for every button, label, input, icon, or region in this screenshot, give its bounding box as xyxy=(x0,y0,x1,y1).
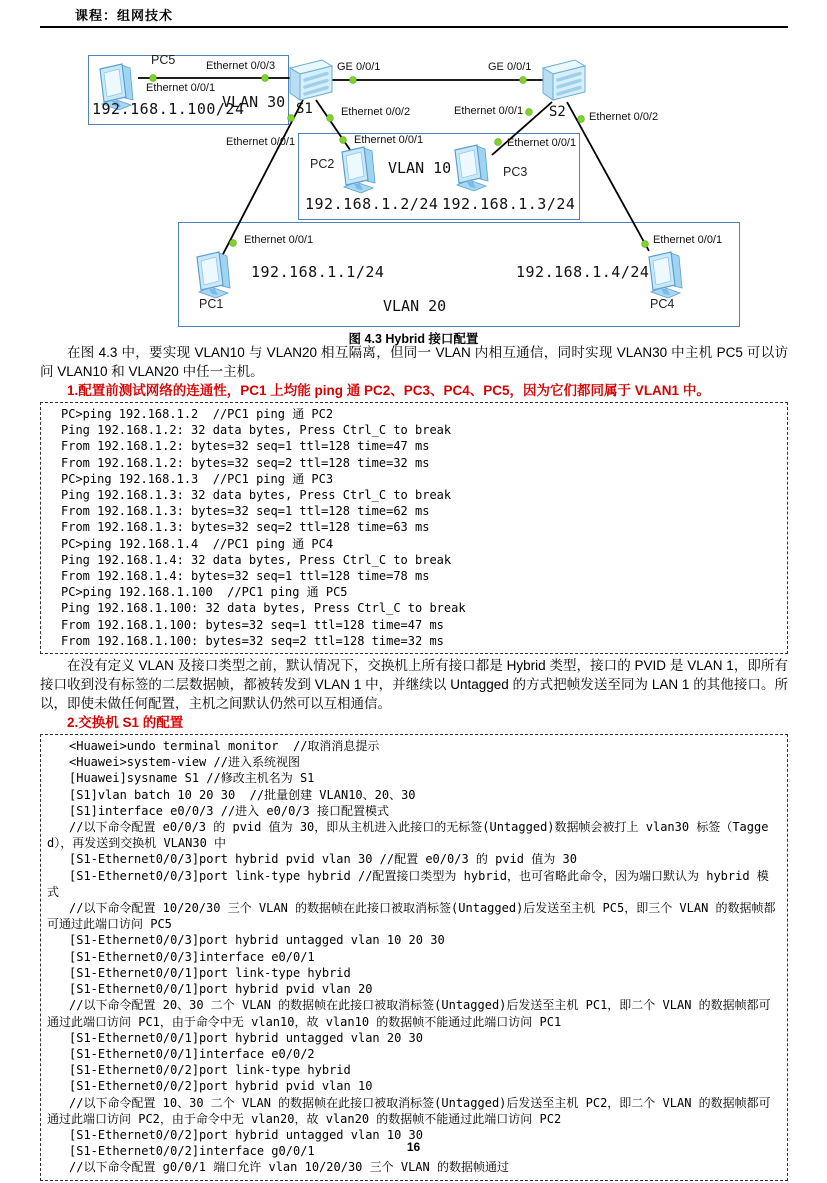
s1-config-line: [S1-Ethernet0/0/1]interface e0/0/2 xyxy=(69,1046,315,1061)
s1-label: S1 xyxy=(296,101,313,117)
intro-paragraph: 在图 4.3 中，要实现 VLAN10 与 VLAN20 相互隔离，但同一 VLAN 内相互通信，同时实现 VLAN30 中主机 PC5 可以访问 VLAN10 和 VLAN20 中任一主机。 xyxy=(40,345,788,379)
pc4-label: PC4 xyxy=(650,297,675,311)
s1-config-line: //以下命令配置 e0/0/3 的 pvid 值为 30，即从主机进入此接口的无标签(Untagged)数据帧会被打上 vlan30 标签（Tagged），再发送到交换机 VLAN30 中 xyxy=(47,820,769,851)
pc5-label: PC5 xyxy=(151,53,176,67)
s1-config-line: //以下命令配置 20、30 二个 VLAN 的数据帧在此接口被取消标签(Untagged)后发送至主机 PC1，即二个 VLAN 的数据帧都可通过此端口访问 PC1，由于命令中无 vlan10，故 vlan10 的数据帧不能通过此端口访问 PC1 xyxy=(47,998,771,1029)
ping-output-line: From 192.168.1.4: bytes=32 seq=1 ttl=128 time=78 ms xyxy=(61,569,430,584)
page-header-course: 课程：组网技术 xyxy=(75,8,174,23)
s1-config-line: //以下命令配置 10/20/30 三个 VLAN 的数据帧在此接口被取消标签(Untagged)后发送至主机 PC5，即三个 VLAN 的数据帧都可通过此端口访问 PC5 xyxy=(47,901,776,932)
ping-output-line: Ping 192.168.1.100: 32 data bytes, Press Ctrl_C to break xyxy=(61,601,466,616)
port-label-s1-ge0-0-1: GE 0/0/1 xyxy=(337,61,381,73)
ping-output-line: PC>ping 192.168.1.100 //PC1 ping 通 PC5 xyxy=(61,585,348,600)
s1-config-line: [S1-Ethernet0/0/3]port hybrid untagged vlan 10 20 30 xyxy=(69,933,445,948)
document-body xyxy=(40,343,788,1183)
ping-output-line: PC>ping 192.168.1.2 //PC1 ping 通 PC2 xyxy=(61,407,334,421)
vlan20-label: VLAN 20 xyxy=(383,297,447,315)
s2-label: S2 xyxy=(549,104,566,120)
pc1-ip-label: 192.168.1.1/24 xyxy=(251,263,385,281)
s1-config-line: <Huawei>undo terminal monitor //取消消息提示 xyxy=(69,739,380,754)
port-label-pc1: Ethernet 0/0/1 xyxy=(244,234,314,246)
s1-config-line: [Huawei]sysname S1 //修改主机名为 S1 xyxy=(69,771,315,786)
pc5-ip-label: 192.168.1.100/24 xyxy=(92,100,245,118)
ping-output-line: Ping 192.168.1.3: 32 data bytes, Press Ctrl_C to break xyxy=(61,488,452,503)
section-heading-2: 2.交换机 S1 的配置 xyxy=(67,715,184,731)
s1-config-line: [S1-Ethernet0/0/1]port link-type hybrid xyxy=(69,965,351,980)
pc3-label: PC3 xyxy=(503,165,528,179)
ping-output-line: From 192.168.1.100: bytes=32 seq=2 ttl=128 time=32 ms xyxy=(61,633,444,648)
port-label-pc4: Ethernet 0/0/1 xyxy=(653,234,723,246)
pc2-ip-label: 192.168.1.2/24 xyxy=(305,195,439,213)
pc2-icon xyxy=(336,144,382,196)
ping-output-line: From 192.168.1.3: bytes=32 seq=1 ttl=128 time=62 ms xyxy=(61,504,430,519)
port-label-pc3: Ethernet 0/0/1 xyxy=(507,137,577,149)
section-heading-1: 1.配置前测试网络的连通性，PC1 上均能 ping 通 PC2、PC3、PC4、PC5，因为它们都同属于 VLAN1 中。 xyxy=(67,383,710,398)
s1-config-line: <Huawei>system-view //进入系统视图 xyxy=(69,755,300,770)
pc3-icon xyxy=(449,142,495,194)
port-label-s2-ge0-0-1: GE 0/0/1 xyxy=(488,61,532,73)
s1-config-line: [S1-Ethernet0/0/2]port link-type hybrid xyxy=(69,1063,351,1078)
vlan30-label: VLAN 30 xyxy=(222,93,286,111)
port-label-s2-e0-0-2: Ethernet 0/0/2 xyxy=(589,111,659,123)
s1-config-line: //以下命令配置 g0/0/1 端口允许 vlan 10/20/30 三个 VLAN 的数据帧通过 xyxy=(69,1160,509,1175)
pc4-icon xyxy=(643,249,689,301)
s1-config-line: //以下命令配置 10、30 二个 VLAN 的数据帧在此接口被取消标签(Untagged)后发送至主机 PC2，即二个 VLAN 的数据帧都可通过此端口访问 PC2，由于命令中无 vlan20，故 vlan20 的数据帧不能通过此端口访问 PC2 xyxy=(47,1095,771,1126)
s1-config-line: [S1-Ethernet0/0/1]port hybrid untagged vlan 20 30 xyxy=(69,1030,424,1045)
page-number: 16 xyxy=(406,1140,421,1154)
s1-config-line: [S1-Ethernet0/0/2]port hybrid pvid vlan 10 xyxy=(69,1079,373,1094)
ping-output-line: Ping 192.168.1.4: 32 data bytes, Press Ctrl_C to break xyxy=(61,552,452,567)
vlan10-label: VLAN 10 xyxy=(388,159,452,177)
port-label-s1-e0-0-3: Ethernet 0/0/3 xyxy=(206,60,276,72)
s1-config-line: [S1-Ethernet0/0/2]interface g0/0/1 xyxy=(69,1144,315,1159)
network-topology-figure xyxy=(0,48,827,330)
s1-config-line: [S1-Ethernet0/0/3]port hybrid pvid vlan 30 //配置 e0/0/3 的 pvid 值为 30 xyxy=(69,852,577,867)
ping-output-line: PC>ping 192.168.1.4 //PC1 ping 通 PC4 xyxy=(61,536,334,551)
pc3-ip-label: 192.168.1.3/24 xyxy=(442,195,576,213)
ping-output-line: From 192.168.1.2: bytes=32 seq=1 ttl=128 time=47 ms xyxy=(61,439,430,454)
port-label-pc5: Ethernet 0/0/1 xyxy=(146,82,216,94)
s1-config-line: [S1-Ethernet0/0/3]interface e0/0/1 xyxy=(69,949,315,964)
s1-config-line: [S1-Ethernet0/0/3]port link-type hybrid //配置接口类型为 hybrid，也可省略此命令，因为端口默认为 hybrid 模式 xyxy=(47,868,769,899)
pc4-ip-label: 192.168.1.4/24 xyxy=(516,263,650,281)
s2-switch-icon xyxy=(539,55,587,103)
s1-config-line: [S1-Ethernet0/0/2]port hybrid untagged vlan 10 30 xyxy=(69,1127,424,1142)
port-label-pc2: Ethernet 0/0/1 xyxy=(354,134,424,146)
ping-output-box xyxy=(40,402,788,654)
s1-config-line: [S1]interface e0/0/3 //进入 e0/0/3 接口配置模式 xyxy=(69,803,389,818)
ping-output-line: PC>ping 192.168.1.3 //PC1 ping 通 PC3 xyxy=(61,471,334,486)
ping-output-line: From 192.168.1.2: bytes=32 seq=2 ttl=128 time=32 ms xyxy=(61,455,430,470)
explain-paragraph: 在没有定义 VLAN 及接口类型之前，默认情况下，交换机上所有接口都是 Hybrid 类型，接口的 PVID 是 VLAN 1，即所有接口收到没有标签的二层数据帧，都被转发到 VLAN 1 中，并继续以 Untagged 的方式把帧发送至同为 LAN 1 的其他接口。所以，即使未做任何配置，主机之间默认仍然可以互相通信。 xyxy=(40,658,788,712)
pc1-icon xyxy=(191,249,237,301)
figure-caption: 图 4.3 Hybrid 接口配置 xyxy=(348,332,479,346)
port-label-s1-e0-0-2: Ethernet 0/0/2 xyxy=(341,106,411,118)
port-label-s1-e0-0-1: Ethernet 0/0/1 xyxy=(226,136,296,148)
pc2-label: PC2 xyxy=(310,157,335,171)
port-label-s2-e0-0-1: Ethernet 0/0/1 xyxy=(454,105,524,117)
ping-output-line: From 192.168.1.3: bytes=32 seq=2 ttl=128 time=63 ms xyxy=(61,520,430,535)
s1-config-line: [S1]vlan batch 10 20 30 //批量创建 VLAN10、20、30 xyxy=(69,787,416,802)
pc1-label: PC1 xyxy=(199,297,224,311)
s1-config-line: [S1-Ethernet0/0/1]port hybrid pvid vlan 20 xyxy=(69,982,373,997)
ping-output-line: From 192.168.1.100: bytes=32 seq=1 ttl=128 time=47 ms xyxy=(61,617,444,632)
s1-switch-icon xyxy=(286,55,334,103)
s1-config-box xyxy=(40,734,788,1180)
header-divider xyxy=(40,26,788,28)
ping-output-line: Ping 192.168.1.2: 32 data bytes, Press Ctrl_C to break xyxy=(61,423,452,438)
